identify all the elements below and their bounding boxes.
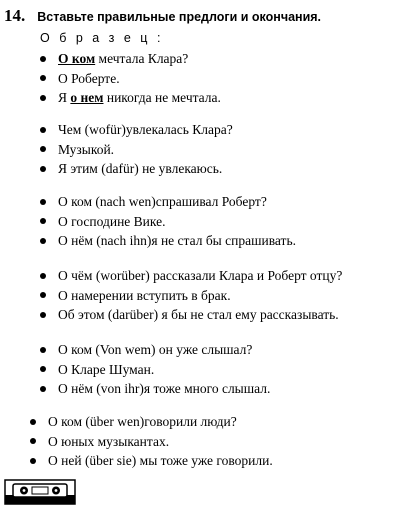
sample-label: О б р а з е ц : <box>40 31 164 45</box>
bullet-icon <box>40 238 46 244</box>
exercise-header <box>4 6 321 26</box>
line-text <box>58 340 252 360</box>
line-text <box>58 286 231 306</box>
line-text <box>58 120 233 140</box>
line-text-part: Об этом (darüber) я бы не стал ему рассказывать. <box>58 307 339 322</box>
bullet-icon <box>30 438 36 444</box>
bullet-icon <box>40 199 46 205</box>
line-text-part: О ком (Von wem) он уже слышал? <box>58 342 253 357</box>
answer-highlight: о нем <box>70 90 104 105</box>
bullet-icon <box>40 292 46 298</box>
line-text-part: О ней (über sie) мы тоже уже говорили. <box>48 453 273 468</box>
line-text-part: Я <box>58 90 71 105</box>
line-text <box>58 212 166 232</box>
line-text <box>58 266 342 286</box>
bullet-icon <box>40 347 46 353</box>
bullet-icon <box>30 419 36 425</box>
line-text-part: никогда не мечтала. <box>103 90 221 105</box>
line-text-part: Музыкой. <box>58 141 115 157</box>
line-text-part: О ком (nach wen)спрашивал Роберт? <box>58 194 267 209</box>
line-text-part: О чём (worüber) рассказали Клара и Роберт отцу? <box>58 268 343 283</box>
bullet-icon <box>40 75 46 81</box>
line-text <box>58 360 154 380</box>
answer-highlight: О ком <box>58 51 96 66</box>
line-text <box>58 140 114 160</box>
cassette-tape-icon <box>4 479 76 510</box>
line-text-part: О господине Вике. <box>58 213 166 229</box>
line-text-part: О ком (über wen)говорили люди? <box>48 414 237 429</box>
bullet-icon <box>40 56 46 62</box>
line-text <box>48 451 273 471</box>
line-text <box>48 412 237 432</box>
line-text <box>58 231 296 251</box>
exercise-number: 14. <box>4 6 26 25</box>
line-text-part: О нём (von ihr)я тоже много слышал. <box>58 381 271 396</box>
line-text <box>48 432 169 452</box>
bullet-icon <box>40 386 46 392</box>
line-text-part: О намерении вступить в брак. <box>58 287 231 303</box>
line-text-part: О Кларе Шуман. <box>58 361 155 377</box>
line-text-part: Я этим (dafür) не увлекаюсь. <box>58 161 223 176</box>
bullet-icon <box>40 95 46 101</box>
bullet-icon <box>40 366 46 372</box>
line-text-part: О нём (nach ihn)я не стал бы спрашивать. <box>58 233 296 248</box>
line-text <box>58 379 270 399</box>
bullet-icon <box>40 146 46 152</box>
line-text-part: мечтала Клара? <box>95 51 189 66</box>
bullet-icon <box>40 166 46 172</box>
bullet-icon <box>40 312 46 318</box>
bullet-icon <box>40 218 46 224</box>
line-text <box>58 305 339 325</box>
line-text <box>58 88 221 108</box>
bullet-icon <box>40 127 46 133</box>
line-text-part: О юных музыкантах. <box>48 433 170 449</box>
line-text <box>58 49 188 69</box>
bullet-icon <box>40 273 46 279</box>
line-text <box>58 69 120 89</box>
line-text-part: Чем (wofür)увлекалась Клара? <box>58 122 233 137</box>
exercise-title: Вставьте правильные предлоги и окончания. <box>37 10 322 24</box>
line-text <box>58 192 267 212</box>
bullet-icon <box>30 458 36 464</box>
line-text <box>58 159 222 179</box>
line-text-part: О Роберте. <box>58 70 120 86</box>
